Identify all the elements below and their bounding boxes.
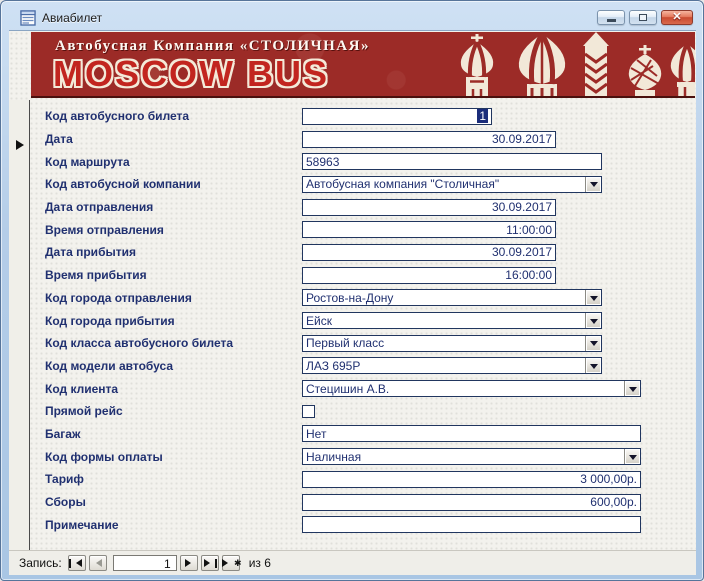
field-label: Код автобусного билета (45, 109, 190, 124)
dropdown-button[interactable] (624, 381, 640, 396)
last-record-button[interactable] (201, 555, 219, 571)
form-field-row (31, 128, 695, 151)
field-value: 16:00:00 (505, 268, 552, 283)
combo-field[interactable] (302, 312, 602, 329)
text-field[interactable] (302, 267, 556, 284)
field-label: Код маршрута (45, 154, 130, 169)
record-count-label: из 6 (248, 556, 271, 570)
field-label: Сборы (45, 495, 86, 510)
field-value: 11:00:00 (506, 222, 552, 237)
field-value: 30.09.2017 (491, 200, 552, 215)
chevron-down-icon (590, 319, 598, 328)
form-field-row (31, 241, 695, 264)
field-label: Дата прибытия (45, 245, 136, 260)
record-nav-label: Запись: (19, 556, 62, 570)
form-field-row (31, 105, 695, 128)
form-header-banner (31, 32, 695, 98)
dropdown-button[interactable] (585, 177, 601, 192)
form-field-row (31, 355, 695, 378)
last-record-icon (215, 559, 217, 568)
field-value: 600,00р. (590, 495, 637, 510)
arrow-right-icon (222, 559, 232, 567)
field-value: ЛАЗ 695Р (306, 358, 361, 373)
restore-button[interactable] (629, 10, 657, 25)
combo-field[interactable] (302, 176, 602, 193)
field-label: Код класса автобусного билета (45, 336, 234, 351)
next-record-button[interactable] (180, 555, 198, 571)
current-record-input[interactable]: 1 (113, 555, 177, 571)
field-value: 30.09.2017 (491, 245, 552, 260)
form-field-row (31, 264, 695, 287)
field-label: Прямой рейс (45, 404, 123, 419)
text-field[interactable] (302, 108, 492, 125)
field-label: Код клиента (45, 381, 119, 396)
dropdown-button[interactable] (585, 290, 601, 305)
restore-icon (639, 14, 647, 21)
text-field[interactable] (302, 199, 556, 216)
previous-record-button[interactable] (89, 555, 107, 571)
record-selector-arrow-icon (16, 140, 24, 150)
form-field-row (31, 400, 695, 423)
title-bar[interactable] (9, 5, 695, 30)
field-label: Код модели автобуса (45, 358, 174, 373)
dropdown-button[interactable] (585, 358, 601, 373)
chevron-down-icon (629, 455, 637, 464)
new-record-button[interactable] (222, 555, 240, 571)
text-field[interactable] (302, 471, 641, 488)
window-title: Авиабилет (42, 10, 103, 25)
form-field-row (31, 287, 695, 310)
record-selector-bar[interactable] (9, 100, 30, 550)
dropdown-button[interactable] (624, 449, 640, 464)
dropdown-button[interactable] (585, 313, 601, 328)
field-value: 58963 (306, 154, 340, 169)
arrow-left-icon (72, 559, 82, 567)
form-field-row (31, 196, 695, 219)
combo-field[interactable] (302, 357, 602, 374)
field-label: Код города прибытия (45, 313, 175, 328)
form-field-row (31, 377, 695, 400)
banner-brand-title: MOSCOW BUS (53, 53, 329, 94)
checkbox-field[interactable] (302, 405, 315, 418)
field-value: 3 000,00р. (580, 472, 637, 487)
field-label: Багаж (45, 426, 81, 441)
field-label: Примечание (45, 517, 119, 532)
chevron-down-icon (590, 296, 598, 305)
field-value: Ейск (306, 313, 332, 328)
banner-company-name: Автобусная Компания «СТОЛИЧНАЯ» (55, 38, 370, 54)
combo-field[interactable] (302, 335, 602, 352)
field-value: 30.09.2017 (491, 132, 552, 147)
form-field-row (31, 445, 695, 468)
dropdown-button[interactable] (585, 336, 601, 351)
form-field-row (31, 491, 695, 514)
asterisk-icon: ✱ (233, 557, 242, 568)
form-icon (20, 10, 36, 26)
field-label: Тариф (45, 472, 84, 487)
form-field-row (31, 218, 695, 241)
field-label: Время прибытия (45, 268, 147, 283)
form-rows (31, 105, 695, 536)
field-value: Нет (306, 426, 327, 441)
field-label: Код формы оплаты (45, 449, 163, 464)
chevron-down-icon (590, 341, 598, 350)
combo-field[interactable] (302, 289, 602, 306)
text-field[interactable] (302, 425, 641, 442)
combo-field[interactable] (302, 380, 641, 397)
form-field-row (31, 150, 695, 173)
form-field-row (31, 513, 695, 536)
combo-field[interactable] (302, 448, 641, 465)
field-value (303, 109, 491, 123)
first-record-button[interactable] (68, 555, 86, 571)
text-field[interactable] (302, 244, 556, 261)
close-button[interactable] (661, 10, 693, 25)
arrow-right-icon (185, 559, 195, 567)
minimize-button[interactable] (597, 10, 625, 25)
selected-text: 1 (479, 109, 486, 124)
field-value: Первый класс (306, 336, 385, 351)
text-field[interactable] (302, 131, 556, 148)
chevron-down-icon (590, 364, 598, 373)
field-label: Дата (45, 132, 73, 147)
form-field-row (31, 309, 695, 332)
field-label: Время отправления (45, 222, 164, 237)
text-field[interactable] (302, 516, 641, 533)
field-value: Автобусная компания "Столичная" (306, 177, 500, 192)
form-client-area (9, 30, 696, 574)
form-field-row (31, 173, 695, 196)
field-label: Код города отправления (45, 290, 192, 305)
first-record-icon (69, 559, 71, 568)
arrow-left-icon (92, 559, 102, 567)
field-label: Дата отправления (45, 200, 154, 215)
chevron-down-icon (590, 182, 598, 191)
record-navigation-bar (9, 550, 696, 575)
form-field-row (31, 332, 695, 355)
field-label: Код автобусной компании (45, 177, 201, 192)
arrow-right-icon (204, 559, 214, 567)
chevron-down-icon (629, 387, 637, 396)
text-field[interactable] (302, 221, 556, 238)
form-field-row (31, 468, 695, 491)
field-value: Стецишин А.В. (306, 381, 390, 396)
field-value: Наличная (306, 449, 362, 464)
form-field-row (31, 423, 695, 446)
close-icon: ✕ (672, 11, 682, 23)
minimize-icon (607, 19, 616, 22)
text-field[interactable] (302, 153, 602, 170)
cathedral-domes-art-icon (439, 32, 695, 98)
field-value: Ростов-на-Дону (306, 290, 394, 305)
text-field[interactable] (302, 494, 641, 511)
